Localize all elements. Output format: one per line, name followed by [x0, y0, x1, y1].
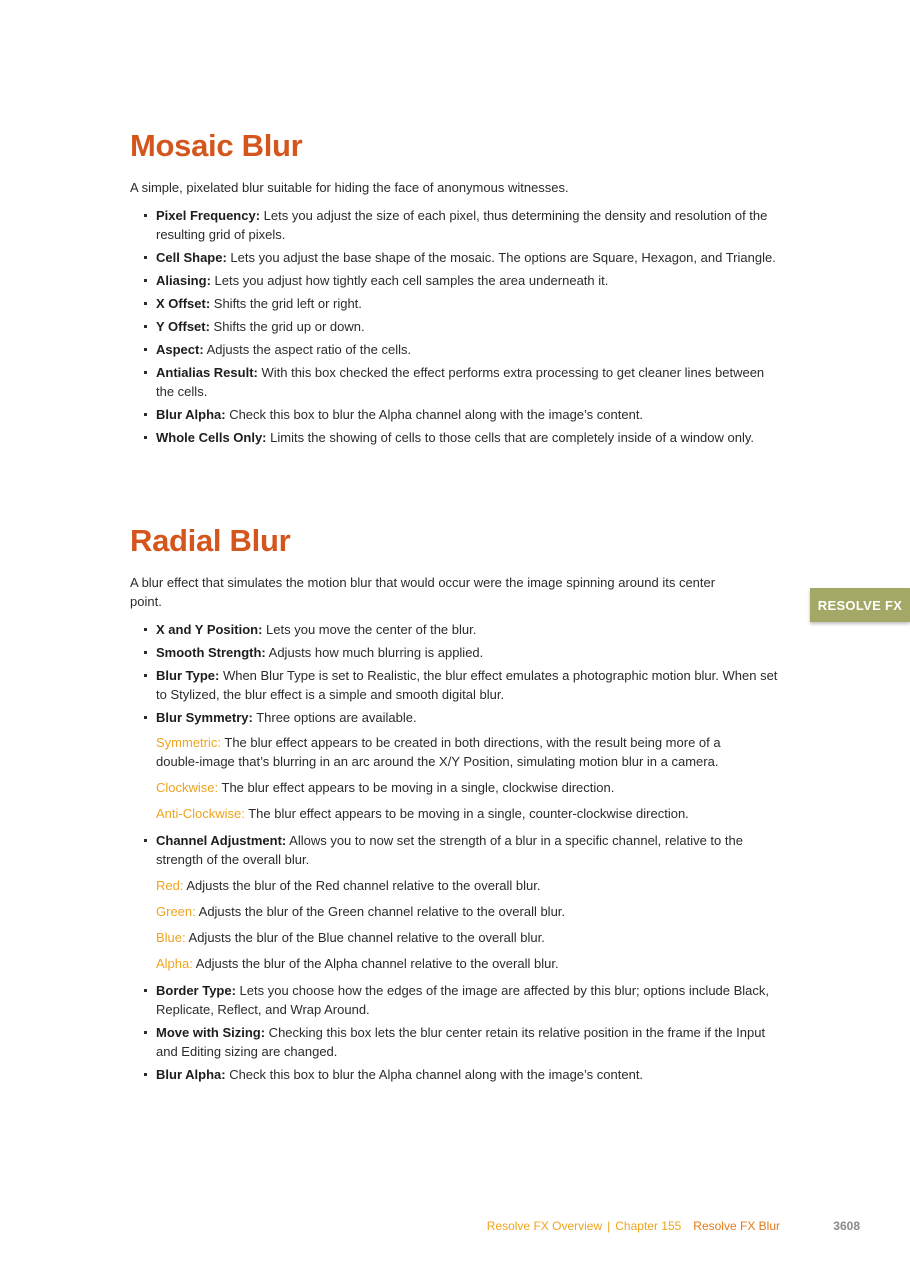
item-term: Aliasing:: [156, 273, 211, 288]
radial-channel-list: [130, 831, 780, 869]
item-term: Blur Symmetry:: [156, 710, 253, 725]
item-term: Pixel Frequency:: [156, 208, 261, 223]
item-term: Blur Alpha:: [156, 407, 226, 422]
item-text: Three options are available.: [252, 710, 417, 725]
symmetry-anti-clockwise: Anti-Clockwise: The blur effect appears to be moving in a single, counter-clockwise direction.: [156, 806, 689, 821]
item-text: Lets you adjust the size of each pixel, thus determining the density and resolution of the resulting grid of pixels.: [156, 208, 768, 242]
channel-blue: Blue: Adjusts the blur of the Blue channel relative to the overall blur.: [156, 930, 545, 945]
item-text: Allows you to now set the strength of a blur in a specific channel, relative to the strength of the overall blur.: [156, 833, 743, 867]
channel-options: [130, 876, 780, 973]
radial-blur-heading: Radial Blur: [130, 523, 291, 558]
list-item: [130, 271, 780, 290]
item-text: Adjusts the aspect ratio of the cells.: [203, 342, 412, 357]
symmetry-clockwise: Clockwise: The blur effect appears to be moving in a single, clockwise direction.: [156, 780, 615, 795]
item-text: Shifts the grid left or right.: [210, 296, 362, 311]
channel-green: Green: Adjusts the blur of the Green channel relative to the overall blur.: [156, 904, 566, 919]
mosaic-intro: A simple, pixelated blur suitable for hiding the face of anonymous witnesses.: [130, 180, 569, 195]
symmetry-options: [130, 733, 780, 823]
footer-section-link[interactable]: Resolve FX Overview: [486, 1219, 603, 1233]
list-item: [130, 317, 780, 336]
item-text: Check this box to blur the Alpha channel along with the image’s content.: [225, 407, 644, 422]
item-term: Border Type:: [156, 983, 236, 998]
list-item: [130, 428, 780, 447]
item-text: Lets you adjust the base shape of the mosaic. The options are Square, Hexagon, and Triangle.: [226, 250, 776, 265]
footer-separator: |: [607, 1219, 611, 1233]
list-item: [130, 666, 780, 704]
radial-options: [130, 620, 780, 1088]
item-term: Cell Shape:: [156, 250, 227, 265]
footer-chapter-title[interactable]: Resolve FX Blur: [693, 1219, 780, 1233]
item-term: Whole Cells Only:: [156, 430, 267, 445]
item-term: Smooth Strength:: [156, 645, 266, 660]
item-text: When Blur Type is set to Realistic, the blur effect emulates a photographic motion blur. When set to Stylized, the blur effect is a simple and smooth digital blur.: [156, 668, 778, 702]
channel-red: Red: Adjusts the blur of the Red channel relative to the overall blur.: [156, 878, 541, 893]
list-item: [130, 363, 780, 401]
item-text: Lets you choose how the edges of the image are affected by this blur; options include Black, Replicate, Reflect, and Wrap Around.: [156, 983, 770, 1017]
item-term: Blur Alpha:: [156, 1067, 226, 1082]
symmetry-symmetric: Symmetric: The blur effect appears to be created in both directions, with the result being more of a double-image that’s blurring in an arc around the X/Y Position, simulating motion blur in a camera.: [156, 735, 721, 769]
list-item: [130, 620, 780, 639]
list-item: [130, 340, 780, 359]
item-term: Aspect:: [156, 342, 204, 357]
mosaic-options-list: [130, 206, 780, 451]
list-item: [130, 1065, 780, 1084]
resolve-fx-section-tab[interactable]: RESOLVE FX: [810, 588, 910, 622]
footer-chapter-link[interactable]: Chapter 155: [615, 1219, 682, 1233]
item-term: X Offset:: [156, 296, 211, 311]
item-term: Antialias Result:: [156, 365, 258, 380]
page-number: 3608: [833, 1219, 860, 1233]
radial-options-list-b: [130, 981, 780, 1084]
item-text: Shifts the grid up or down.: [209, 319, 365, 334]
mosaic-blur-heading: Mosaic Blur: [130, 128, 303, 163]
item-term: Y Offset:: [156, 319, 210, 334]
footer-breadcrumb: [487, 1218, 780, 1234]
list-item: [130, 981, 780, 1019]
radial-intro: A blur effect that simulates the motion blur that would occur were the image spinning around its center point.: [130, 575, 716, 609]
item-term: X and Y Position:: [156, 622, 263, 637]
item-text: Lets you move the center of the blur.: [262, 622, 477, 637]
list-item: [130, 248, 780, 267]
item-term: Channel Adjustment:: [156, 833, 287, 848]
item-text: Lets you adjust how tightly each cell samples the area underneath it.: [210, 273, 609, 288]
list-item: [130, 294, 780, 313]
item-term: Move with Sizing:: [156, 1025, 266, 1040]
item-text: Checking this box lets the blur center retain its relative position in the frame if the Input and Editing sizing are changed.: [156, 1025, 766, 1059]
list-item: [130, 643, 780, 662]
list-item: [130, 206, 780, 244]
list-item: [130, 708, 780, 727]
item-text: With this box checked the effect performs extra processing to get cleaner lines between the cells.: [156, 365, 765, 399]
list-item: [130, 1023, 780, 1061]
radial-options-list-a: [130, 620, 780, 727]
list-item: [130, 831, 780, 869]
item-term: Blur Type:: [156, 668, 220, 683]
channel-alpha: Alpha: Adjusts the blur of the Alpha channel relative to the overall blur.: [156, 956, 559, 971]
item-text: Adjusts how much blurring is applied.: [265, 645, 484, 660]
item-text: Limits the showing of cells to those cells that are completely inside of a window only.: [266, 430, 755, 445]
item-text: Check this box to blur the Alpha channel along with the image’s content.: [225, 1067, 644, 1082]
list-item: [130, 405, 780, 424]
